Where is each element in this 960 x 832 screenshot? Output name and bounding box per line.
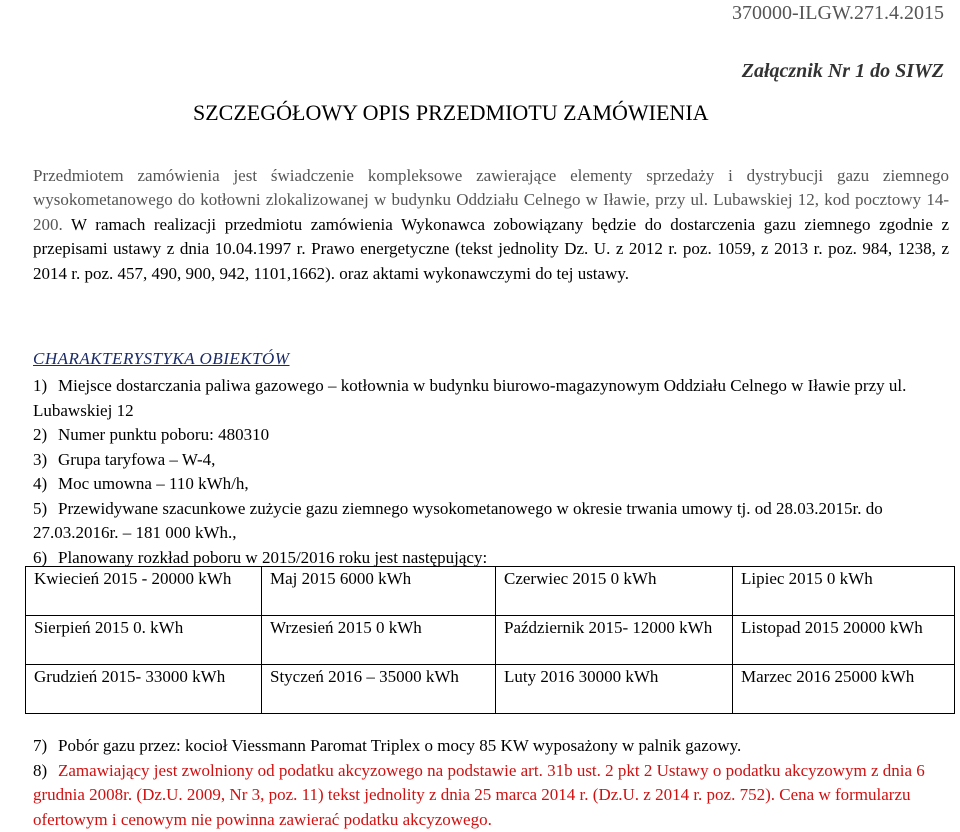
intro-sentence-1: Przedmiotem zamówienia jest świadczenie kompleksowe zawierające elementy sprzedaży i dystrybucji gazu ziemnego wysokometanowego do kotłowni zlokalizowanej w budynku Oddziału Celnego w Iławie, przy ul. Lubawskiej 12, kod pocztowy 14-200. — [33, 166, 949, 234]
table-cell: Listopad 2015 20000 kWh — [733, 616, 955, 665]
additional-list — [33, 734, 949, 832]
document-reference: 370000-ILGW.271.4.2015 — [732, 2, 944, 25]
table-cell: Luty 2016 30000 kWh — [496, 665, 733, 714]
list-item: 1) Miejsce dostarczania paliwa gazowego – kotłownia w budynku biurowo-magazynowym Oddziału Celnego w Iławie przy ul. Lubawskiej 12 — [33, 374, 949, 423]
table-cell: Kwiecień 2015 - 20000 kWh — [26, 567, 262, 616]
table-cell: Styczeń 2016 – 35000 kWh — [262, 665, 496, 714]
table-cell: Marzec 2016 25000 kWh — [733, 665, 955, 714]
table-cell: Grudzień 2015- 33000 kWh — [26, 665, 262, 714]
list-item: 2) Numer punktu poboru: 480310 — [33, 423, 949, 448]
table-cell: Wrzesień 2015 0 kWh — [262, 616, 496, 665]
table-cell: Sierpień 2015 0. kWh — [26, 616, 262, 665]
table-cell: Lipiec 2015 0 kWh — [733, 567, 955, 616]
characteristics-list — [33, 374, 949, 570]
table-row — [26, 616, 955, 665]
table-cell: Październik 2015- 12000 kWh — [496, 616, 733, 665]
intro-sentence-2: W ramach realizacji przedmiotu zamówienia Wykonawca zobowiązany będzie do dostarczenia gazu ziemnego zgodnie z przepisami ustawy z dnia 10.04.1997 r. Prawo energetyczne (tekst jednolity Dz. U. z 2012 r. poz. 1059, z 2013 r. poz. 984, 1238, z 2014 r. poz. 457, 490, 900, 942, 1101,1662). oraz aktami wykonawczymi do tej ustawy. — [33, 215, 949, 283]
list-item: 6) Planowany rozkład poboru w 2015/2016 roku jest następujący: — [33, 546, 949, 571]
intro-paragraph — [33, 164, 949, 286]
list-item: 5) Przewidywane szacunkowe zużycie gazu ziemnego wysokometanowego w okresie trwania umowy tj. od 28.03.2015r. do 27.03.2016r. – 181 000 kWh., — [33, 497, 949, 546]
table-row — [26, 665, 955, 714]
list-item: 4) Moc umowna – 110 kWh/h, — [33, 472, 949, 497]
list-item: 7) Pobór gazu przez: kocioł Viessmann Paromat Triplex o mocy 85 KW wyposażony w palnik gazowy. — [33, 734, 949, 759]
consumption-schedule-table — [25, 566, 955, 714]
table-row — [26, 567, 955, 616]
annex-label: Załącznik Nr 1 do SIWZ — [742, 60, 944, 83]
list-item: 3) Grupa taryfowa – W-4, — [33, 448, 949, 473]
table-cell: Czerwiec 2015 0 kWh — [496, 567, 733, 616]
document-title: SZCZEGÓŁOWY OPIS PRZEDMIOTU ZAMÓWIENIA — [193, 100, 709, 126]
table-cell: Maj 2015 6000 kWh — [262, 567, 496, 616]
list-item-tax-note: 8) Zamawiający jest zwolniony od podatku akcyzowego na podstawie art. 31b ust. 2 pkt 2 Ustawy o podatku akcyzowym z dnia 6 grudnia 2008r. (Dz.U. 2009, Nr 3, poz. 11) tekst jednolity z dnia 25 marca 2014 r. (Dz.U. z 2014 r. poz. 752). Cena w formularzu ofertowym i cenowym nie powinna zawierać podatku akcyzowego. — [33, 759, 949, 832]
section-heading: CHARAKTERYSTYKA OBIEKTÓW — [33, 349, 290, 369]
